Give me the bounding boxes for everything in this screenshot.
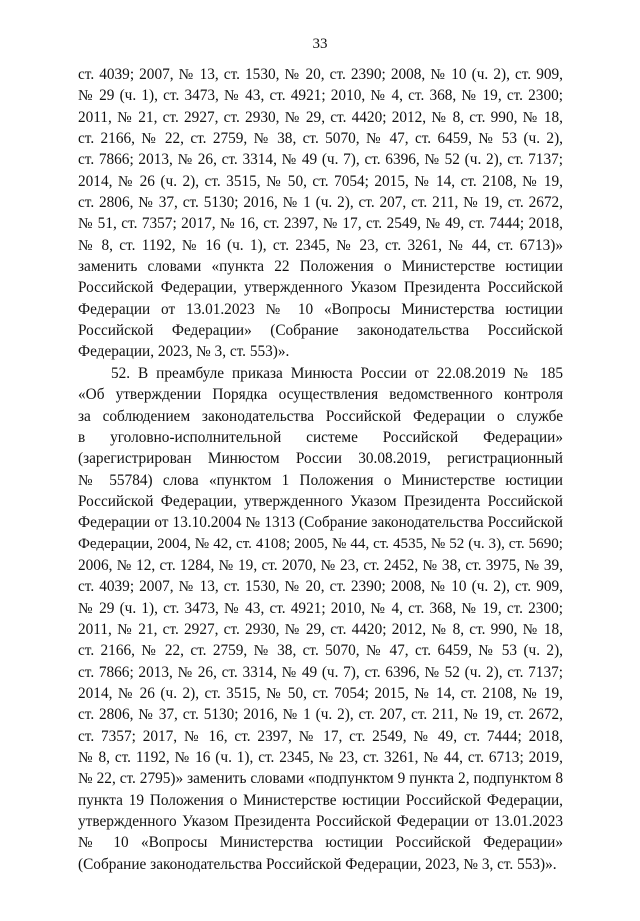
- text-line: Федерации от 13.10.2004 № 1313 (Собрание законодательства Российской: [78, 514, 563, 532]
- text-line: № 22, ст. 2795)» заменить словами «подпунктом 9 пункта 2, подпунктом 8: [78, 770, 563, 788]
- text-line: ст. 4039; 2007, № 13, ст. 1530, № 20, ст. 2390; 2008, № 10 (ч. 2), ст. 909,: [78, 66, 563, 83]
- text-line: «Об утверждении Порядка осуществления ведомственного контроля: [78, 386, 563, 404]
- text-line: пункта 19 Положения о Министерстве юстиции Российской Федерации,: [78, 791, 563, 809]
- text-line: ст. 2806, № 37, ст. 5130; 2016, № 1 (ч. 2), ст. 207, ст. 211, № 19, ст. 2672,: [78, 706, 563, 724]
- text-line: 2014, № 26 (ч. 2), ст. 3515, № 50, ст. 7054; 2015, № 14, ст. 2108, № 19,: [78, 684, 563, 702]
- text-line: № 10 «Вопросы Министерства юстиции Российской Федерации»: [78, 834, 563, 852]
- page-number: 33: [312, 36, 328, 52]
- text-line: Российской Федерации, утвержденного Указом Президента Российской: [78, 492, 563, 510]
- text-line: ст. 7866; 2013, № 26, ст. 3314, № 49 (ч. 7), ст. 6396, № 52 (ч. 2), ст. 7137;: [78, 663, 563, 681]
- text-line: 2011, № 21, ст. 2927, ст. 2930, № 29, ст. 4420; 2012, № 8, ст. 990, № 18,: [78, 620, 563, 638]
- text-line: 2006, № 12, ст. 1284, № 19, ст. 2070, № 23, ст. 2452, № 38, ст. 3975, № 39,: [78, 556, 563, 574]
- text-line: 52. В преамбуле приказа Минюста России от 22.08.2019 № 185: [111, 364, 563, 382]
- text-line: ст. 7866; 2013, № 26, ст. 3314, № 49 (ч. 7), ст. 6396, № 52 (ч. 2), ст. 7137;: [78, 151, 563, 169]
- text-line: ст. 7357; 2017, № 16, ст. 2397, № 17, ст. 2549, № 49, ст. 7444; 2018,: [78, 727, 563, 745]
- text-line: в уголовно-исполнительной системе Российской Федерации»: [78, 428, 563, 446]
- text-line: Российской Федерации» (Собрание законодательства Российской: [78, 322, 563, 340]
- text-line: № 29 (ч. 1), ст. 3473, № 43, ст. 4921; 2010, № 4, ст. 368, № 19, ст. 2300;: [78, 87, 563, 105]
- text-line: ст. 4039; 2007, № 13, ст. 1530, № 20, ст. 2390; 2008, № 10 (ч. 2), ст. 909,: [78, 578, 563, 596]
- text-line: Федерации, 2023, № 3, ст. 553)».: [78, 343, 290, 361]
- text-line: № 8, ст. 1192, № 16 (ч. 1), ст. 2345, № 23, ст. 3261, № 44, ст. 6713; 2019,: [78, 749, 563, 766]
- text-line: ст. 2166, № 22, ст. 2759, № 38, ст. 5070, № 47, ст. 6459, № 53 (ч. 2),: [78, 130, 563, 148]
- text-line: № 29 (ч. 1), ст. 3473, № 43, ст. 4921; 2010, № 4, ст. 368, № 19, ст. 2300;: [78, 599, 563, 617]
- text-line: 2011, № 21, ст. 2927, ст. 2930, № 29, ст. 4420; 2012, № 8, ст. 990, № 18,: [78, 108, 563, 126]
- text-line: за соблюдением законодательства Российской Федерации о службе: [78, 407, 563, 425]
- text-line: Федерации, 2004, № 42, ст. 4108; 2005, № 44, ст. 4535, № 52 (ч. 3), ст. 5690;: [78, 535, 563, 552]
- text-line: утвержденного Указом Президента Российской Федерации от 13.01.2023: [78, 813, 563, 831]
- text-line: № 51, ст. 7357; 2017, № 16, ст. 2397, № 17, ст. 2549, № 49, ст. 7444; 2018,: [78, 215, 563, 233]
- text-line: ст. 2806, № 37, ст. 5130; 2016, № 1 (ч. 2), ст. 207, ст. 211, № 19, ст. 2672,: [78, 194, 563, 212]
- text-line: (Собрание законодательства Российской Федерации, 2023, № 3, ст. 553)».: [78, 855, 557, 873]
- text-line: 2014, № 26 (ч. 2), ст. 3515, № 50, ст. 7054; 2015, № 14, ст. 2108, № 19,: [78, 172, 563, 190]
- text-line: заменить словами «пункта 22 Положения о Министерстве юстиции: [78, 258, 563, 276]
- document-body: [78, 64, 563, 875]
- text-line: № 8, ст. 1192, № 16 (ч. 1), ст. 2345, № 23, ст. 3261, № 44, ст. 6713)»: [78, 236, 563, 254]
- text-line: № 55784) слова «пунктом 1 Положения о Министерстве юстиции: [78, 471, 563, 489]
- text-line: Федерации от 13.01.2023 № 10 «Вопросы Министерства юстиции: [78, 300, 563, 318]
- text-line: Российской Федерации, утвержденного Указом Президента Российской: [78, 279, 563, 297]
- text-line: (зарегистрирован Минюстом России 30.08.2019, регистрационный: [78, 450, 563, 468]
- text-line: ст. 2166, № 22, ст. 2759, № 38, ст. 5070, № 47, ст. 6459, № 53 (ч. 2),: [78, 642, 563, 660]
